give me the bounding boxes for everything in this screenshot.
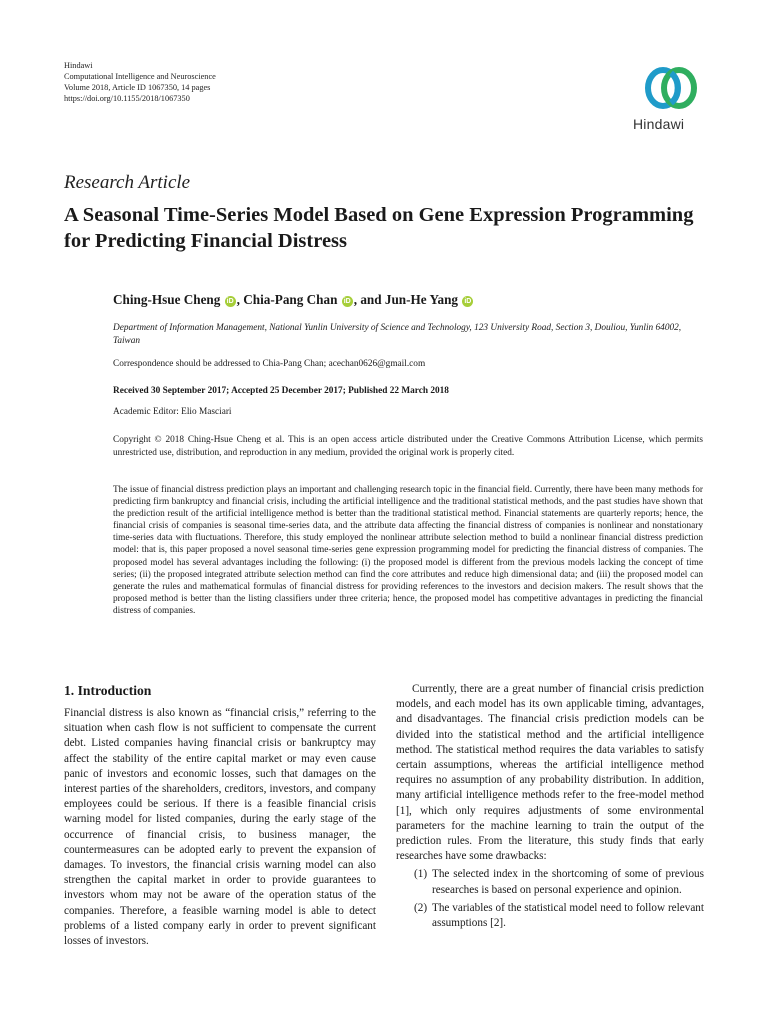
- volume-info: Volume 2018, Article ID 1067350, 14 pages: [64, 83, 211, 92]
- journal-name: Computational Intelligence and Neuroscience: [64, 72, 216, 81]
- article-type: Research Article: [64, 172, 191, 193]
- orcid-icon[interactable]: iD: [226, 298, 234, 305]
- list-item-number: (2): [414, 901, 428, 914]
- copyright-notice: Copyright © 2018 Ching-Hsue Cheng et al. This is an open access article distributed under the Creative Commons Attribution License, which permits unrestricted use, distribution, and reproduction in any medium, provided the original work is properly cited.: [113, 435, 703, 458]
- affiliation: Department of Information Management, National Yunlin University of Science and Technology, 123 University Road, Section 3, Douliou, Yunlin 64002, Taiwan: [113, 323, 682, 346]
- section-heading: 1. Introduction: [64, 683, 152, 698]
- abstract: The issue of financial distress prediction plays an important and challenging research topic in the financial field. Currently, there have been many methods for predicting firm bankruptcy and financial crisis, including the artificial intelligence and the traditional statistical methods, and the past studies have shown that the prediction result of the artificial intelligence method is better than the traditional statistical method. Financial statements are quarterly reports; hence, the financial crisis of companies is seasonal time-series data, and the attribute data affecting the financial distress of companies is nonlinear and nonstationary time-series data with fluctuations. Therefore, this study employed the nonlinear attribute selection method to build a nonlinear financial distress prediction model: that is, this paper proposed a novel seasonal time-series gene expression programming model for predicting the financial distress of companies. The proposed model has several advantages including the following: (i) the proposed model is different from the previous models lacking the concept of time series; (ii) the proposed integrated attribute selection method can find the core attributes and reduce high dimensional data; and (iii) the proposed model can generate the rules and mathematical formulas of financial distress for providing references to the investors and decision makers. The result shows that the proposed method is better than the listing classifiers under three criteria; hence, the proposed model has competitive advantages in predicting the financial distress of companies.: [113, 485, 703, 616]
- list-item: [396, 901, 704, 931]
- drawback-list: [396, 867, 704, 931]
- orcid-icon[interactable]: iD: [343, 298, 351, 305]
- orcid-icon[interactable]: iD: [464, 298, 472, 305]
- author-list: [113, 292, 474, 308]
- correspondence: Correspondence should be addressed to Chia-Pang Chan; acechan0626@gmail.com: [113, 359, 426, 369]
- article-title: A Seasonal Time-Series Model Based on Gene Expression Programming for Predicting Financial Distress: [64, 204, 694, 252]
- body-column-right: [396, 682, 704, 931]
- body-paragraph: Currently, there are a great number of financial crisis prediction models, and each model has its own applicable timing, advantages, and disadvantages. The financial crisis prediction models can be divided into the statistical method and the artificial intelligence method. The statistical method requires the data variables to satisfy certain assumptions, whereas the artificial intelligence method requires no assumption of any probability distribution. In addition, many artificial intelligence methods refer to the free-model method [1], which only requires adjustments of some environmental parameters for the machine learning to train the output of the prediction rules. From the literature, this study finds that early researches have some drawbacks:: [396, 683, 704, 863]
- author-separator: ,: [236, 292, 244, 307]
- author-name[interactable]: Ching-Hsue Cheng: [113, 292, 221, 307]
- doi-link[interactable]: https://doi.org/10.1155/2018/1067350: [64, 94, 190, 103]
- hindawi-rings-logo-icon: [641, 63, 701, 113]
- publisher-name: Hindawi: [64, 61, 93, 70]
- academic-editor: Academic Editor: Elio Masciari: [113, 407, 232, 417]
- body-column-left: [64, 682, 376, 949]
- list-item-text: The selected index in the shortcoming of some of previous researches is based on personal experience and opinion.: [432, 868, 704, 896]
- author-name[interactable]: Jun-He Yang: [384, 292, 459, 307]
- journal-header: [64, 60, 216, 104]
- publisher-logo: [633, 63, 709, 135]
- author-name[interactable]: Chia-Pang Chan: [243, 292, 338, 307]
- list-item-number: (1): [414, 868, 428, 881]
- logo-wordmark: Hindawi: [633, 116, 685, 132]
- list-item: [396, 867, 704, 897]
- list-item-text: The variables of the statistical model need to follow relevant assumptions [2].: [432, 901, 704, 930]
- body-paragraph: Financial distress is also known as “financial crisis,” referring to the situation when cash flow is not sufficient to compensate the current debt. Listed companies having financial crisis or bankruptcy may affect the stability of the entire capital market or may even cause panic of investors and economic losses, such that damages on the interest parties of the shareholders, creditors, investors, and company employees could be serious. If there is a feasible financial crisis warning model for listed companies, during the early stage of the occurrence of financial crisis, to business manager, the countermeasures can be adopted early to prevent the expansion of damages. To investors, the financial crisis warning model can also strengthen the capital market in order to provide guarantees to investors whom may not be aware of the operation status of the companies. Therefore, a feasible warning model is able to detect problems of a listed company early in order to prevent significant losses of investors.: [64, 707, 376, 948]
- author-separator: , and: [353, 292, 385, 307]
- publication-dates: Received 30 September 2017; Accepted 25 December 2017; Published 22 March 2018: [113, 386, 449, 396]
